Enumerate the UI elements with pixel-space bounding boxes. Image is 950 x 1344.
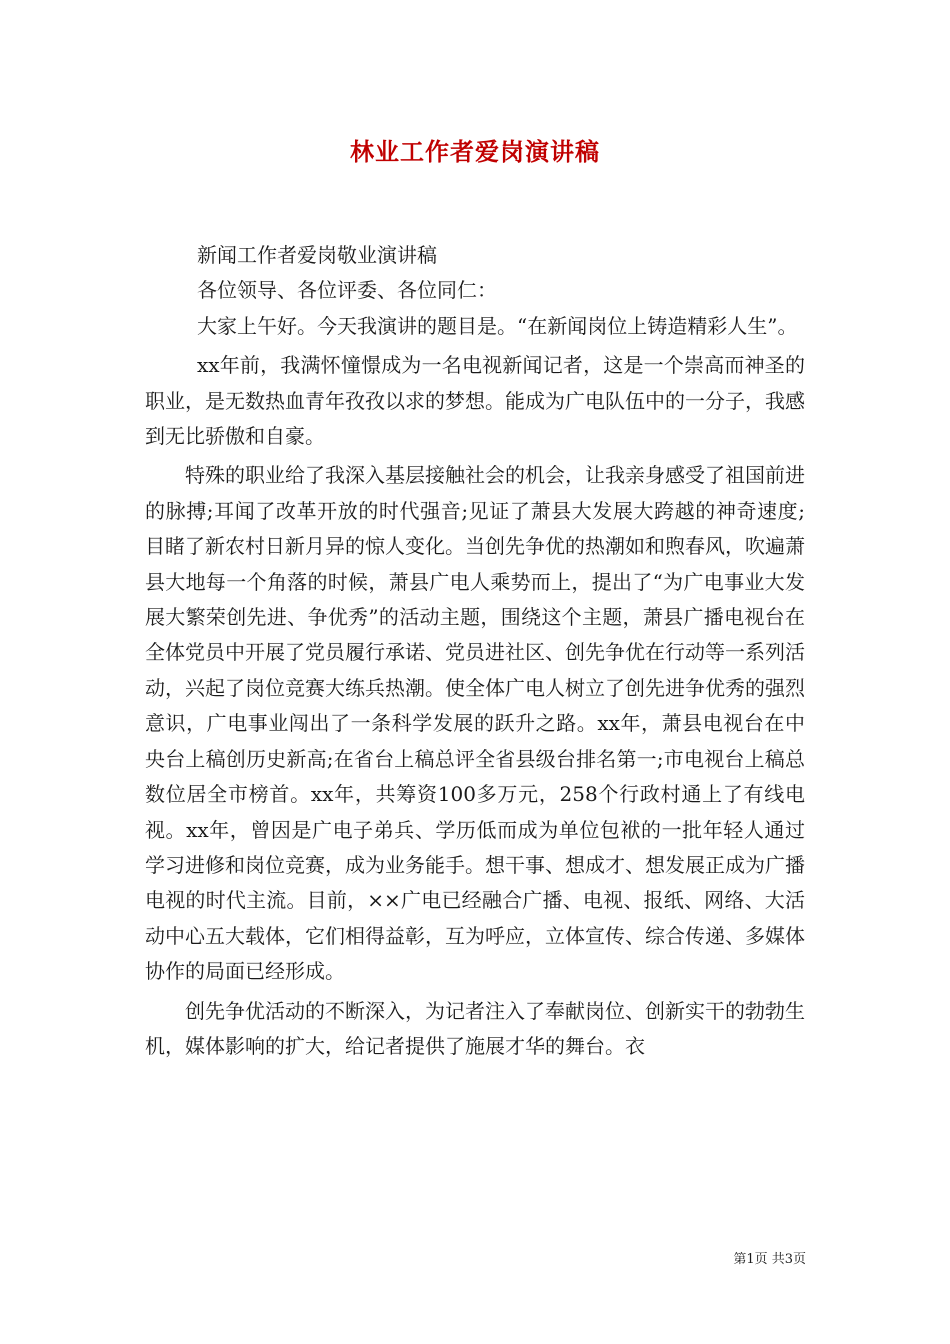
page-footer: 第1页 共3页 xyxy=(733,1252,806,1267)
paragraph: 特殊的职业给了我深入基层接触社会的机会，让我亲身感受了祖国前进的脉搏;耳闻了改革开放的时代强音;见证了萧县大发展大跨越的神奇速度;目睹了新农村日新月异的惊人变化。当创先争优的热潮如和煦春风，吹遍萧县大地每一个角落的时候，萧县广电人乘势而上，提出了“为广电事业大发展大繁荣创先进、争优秀”的活动主题，围绕这个主题，萧县广播电视台在全体党员中开展了党员履行承诺、党员进社区、创先争优在行动等一系列活动，兴起了岗位竞赛大练兵热潮。使全体广电人树立了创先进争优秀的强烈意识，广电事业闯出了一条科学发展的跃升之路。xx年，萧县电视台在中央台上稿创历史新高;在省台上稿总评全省县级台排名第一;市电视台上稿总数位居全市榜首。xx年，共筹资100多万元，258个行政村通上了有线电视。xx年，曾因是广电子弟兵、学历低而成为单位包袱的一批年轻人通过学习进修和岗位竞赛，成为业务能手。想干事、想成才、想发展正成为广播电视的时代主流。目前，××广电已经融合广播、电视、报纸、网络、大活动中心五大载体，它们相得益彰，互为呼应，立体宣传、综合传递、多媒体协作的局面已经形成。 xyxy=(145,463,805,984)
paragraph: 创先争优活动的不断深入，为记者注入了奉献岗位、创新实干的勃勃生机，媒体影响的扩大，给记者提供了施展才华的舞台。衣 xyxy=(145,998,805,1058)
paragraph: xx年前，我满怀憧憬成为一名电视新闻记者，这是一个崇高而神圣的职业，是无数热血青年孜孜以求的梦想。能成为广电队伍中的一分子，我感到无比骄傲和自豪。 xyxy=(145,353,805,449)
paragraph: 大家上午好。今天我演讲的题目是。“在新闻岗位上铸造精彩人生”。 xyxy=(197,313,798,338)
document-body xyxy=(145,238,805,1064)
page-title: 林业工作者爱岗演讲稿 xyxy=(350,137,600,166)
paragraph-salutation: 各位领导、各位评委、各位同仁： xyxy=(197,278,497,303)
paragraph-subtitle: 新闻工作者爱岗敬业演讲稿 xyxy=(197,243,437,267)
